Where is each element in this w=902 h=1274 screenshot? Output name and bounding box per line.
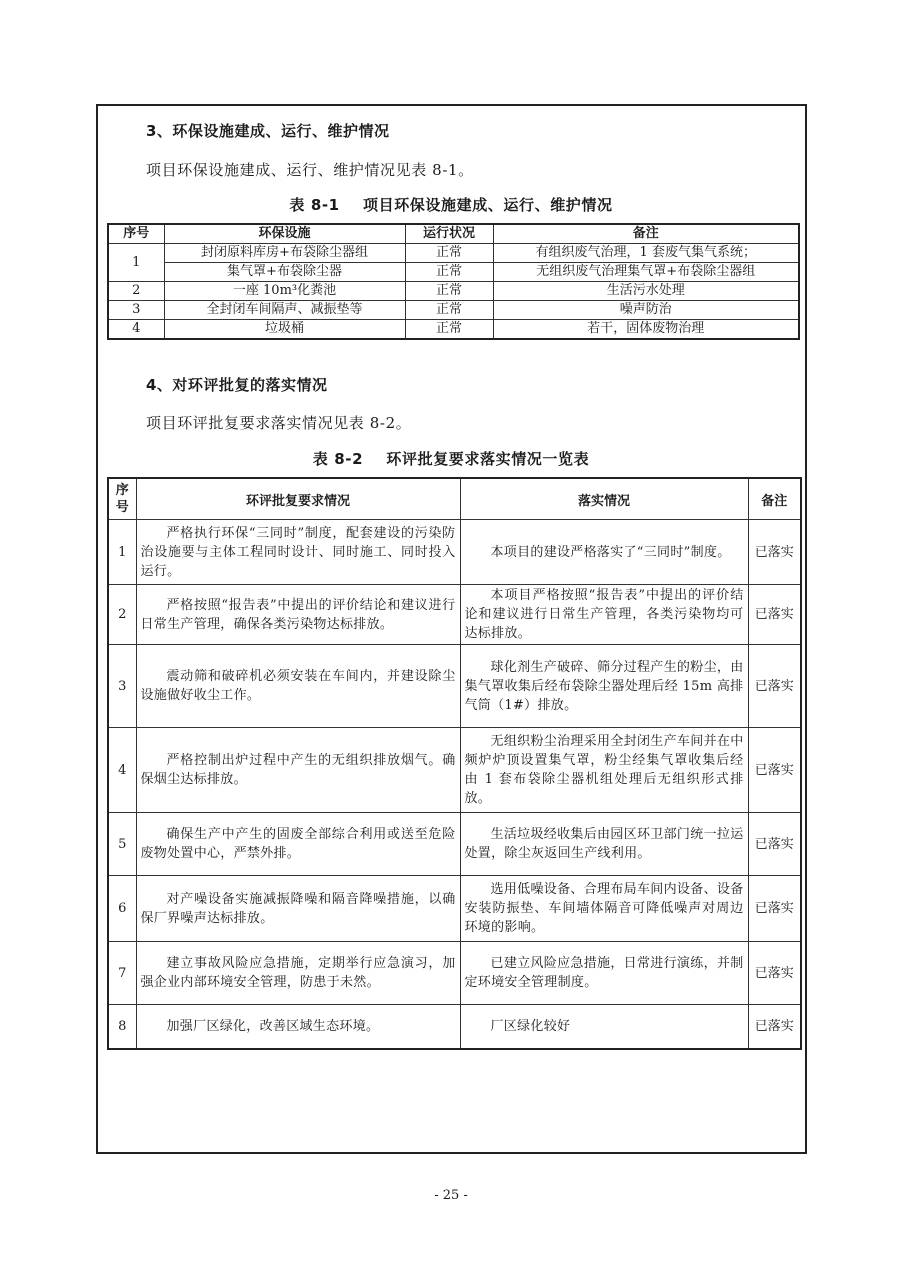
note-cell: 已落实 xyxy=(748,1005,801,1049)
implementation-cell: 选用低噪设备、合理布局车间内设备、设备安装防振垫、车间墙体隔音可降低噪声对周边环境的影响。 xyxy=(460,876,748,942)
note-cell: 已落实 xyxy=(748,876,801,942)
table-header-row xyxy=(108,224,799,244)
table-row xyxy=(108,585,801,645)
row-number: 6 xyxy=(108,876,136,942)
row-number: 4 xyxy=(108,728,136,813)
facility-cell: 一座 10m³化粪池 xyxy=(164,282,405,301)
requirement-cell: 加强厂区绿化，改善区域生态环境。 xyxy=(136,1005,460,1049)
row-number: 1 xyxy=(108,244,164,282)
table-row xyxy=(108,282,799,301)
implementation-cell: 本项目严格按照“报告表”中提出的评价结论和建议进行日常生产管理，各类污染物均可达标排放。 xyxy=(460,585,748,645)
table-8-1 xyxy=(107,223,800,340)
header-cell: 备注 xyxy=(493,224,799,244)
note-cell: 已落实 xyxy=(748,585,801,645)
facility-cell: 集气罩+布袋除尘器 xyxy=(164,263,405,282)
status-cell: 正常 xyxy=(405,282,493,301)
facility-cell: 垃圾桶 xyxy=(164,320,405,340)
facility-cell: 全封闭车间隔声、减振垫等 xyxy=(164,301,405,320)
status-cell: 正常 xyxy=(405,263,493,282)
note-cell: 有组织废气治理，1 套废气集气系统； xyxy=(493,244,799,263)
requirement-cell: 震动筛和破碎机必须安装在车间内，并建设除尘设施做好收尘工作。 xyxy=(136,645,460,728)
requirement-cell: 严格按照“报告表”中提出的评价结论和建议进行日常生产管理，确保各类污染物达标排放。 xyxy=(136,585,460,645)
row-number: 3 xyxy=(108,301,164,320)
table-row xyxy=(108,728,801,813)
row-number: 7 xyxy=(108,942,136,1005)
header-cell: 运行状况 xyxy=(405,224,493,244)
note-cell: 噪声防治 xyxy=(493,301,799,320)
table-row xyxy=(108,645,801,728)
table-row xyxy=(108,813,801,876)
row-number: 8 xyxy=(108,1005,136,1049)
row-number: 2 xyxy=(108,585,136,645)
implementation-cell: 球化剂生产破碎、筛分过程产生的粉尘，由集气罩收集后经布袋除尘器处理后经 15m 高排气筒（1#）排放。 xyxy=(460,645,748,728)
header-cell: 落实情况 xyxy=(460,478,748,520)
section-4-heading: 4、对环评批复的落实情况 xyxy=(146,376,328,394)
table-row xyxy=(108,244,799,263)
header-cell: 备注 xyxy=(748,478,801,520)
table-8-1-caption: 表 8-1 项目环保设施建成、运行、维护情况 xyxy=(289,196,613,214)
table-row xyxy=(108,301,799,320)
note-cell: 已落实 xyxy=(748,813,801,876)
section-3-intro: 项目环保设施建成、运行、维护情况见表 8-1。 xyxy=(146,161,474,179)
page-number: - 25 - xyxy=(434,1188,468,1203)
note-cell: 已落实 xyxy=(748,645,801,728)
row-number: 2 xyxy=(108,282,164,301)
requirement-cell: 严格控制出炉过程中产生的无组织排放烟气。确保烟尘达标排放。 xyxy=(136,728,460,813)
requirement-cell: 确保生产中产生的固废全部综合利用或送至危险废物处置中心，严禁外排。 xyxy=(136,813,460,876)
header-cell: 序号 xyxy=(108,478,136,520)
table-row xyxy=(108,942,801,1005)
note-cell: 已落实 xyxy=(748,728,801,813)
table-row xyxy=(108,1005,801,1049)
table-8-2-caption: 表 8-2 环评批复要求落实情况一览表 xyxy=(312,450,590,468)
implementation-cell: 厂区绿化较好 xyxy=(460,1005,748,1049)
implementation-cell: 无组织粉尘治理采用全封闭生产车间并在中频炉炉顶设置集气罩，粉尘经集气罩收集后经由 1 套布袋除尘器机组处理后无组织形式排放。 xyxy=(460,728,748,813)
table-row xyxy=(108,263,799,282)
table-header-row xyxy=(108,478,801,520)
status-cell: 正常 xyxy=(405,244,493,263)
facility-cell: 封闭原料库房+布袋除尘器组 xyxy=(164,244,405,263)
requirement-cell: 对产噪设备实施减振降噪和隔音降噪措施，以确保厂界噪声达标排放。 xyxy=(136,876,460,942)
requirement-cell: 严格执行环保“三同时”制度，配套建设的污染防治设施要与主体工程同时设计、同时施工、同时投入运行。 xyxy=(136,520,460,585)
implementation-cell: 本项目的建设严格落实了“三同时”制度。 xyxy=(460,520,748,585)
table-8-2 xyxy=(107,477,802,1050)
table-row xyxy=(108,520,801,585)
row-number: 4 xyxy=(108,320,164,340)
status-cell: 正常 xyxy=(405,320,493,340)
note-cell: 已落实 xyxy=(748,520,801,585)
implementation-cell: 已建立风险应急措施，日常进行演练，并制定环境安全管理制度。 xyxy=(460,942,748,1005)
header-cell: 环评批复要求情况 xyxy=(136,478,460,520)
row-number: 3 xyxy=(108,645,136,728)
table-row xyxy=(108,876,801,942)
note-cell: 已落实 xyxy=(748,942,801,1005)
note-cell: 无组织废气治理集气罩+布袋除尘器组 xyxy=(493,263,799,282)
section-3-heading: 3、环保设施建成、运行、维护情况 xyxy=(146,122,390,140)
note-cell: 生活污水处理 xyxy=(493,282,799,301)
implementation-cell: 生活垃圾经收集后由园区环卫部门统一拉运处置，除尘灰返回生产线利用。 xyxy=(460,813,748,876)
header-cell: 环保设施 xyxy=(164,224,405,244)
status-cell: 正常 xyxy=(405,301,493,320)
table-row xyxy=(108,320,799,340)
header-cell: 序号 xyxy=(108,224,164,244)
row-number: 5 xyxy=(108,813,136,876)
requirement-cell: 建立事故风险应急措施，定期举行应急演习，加强企业内部环境安全管理，防患于未然。 xyxy=(136,942,460,1005)
row-number: 1 xyxy=(108,520,136,585)
section-4-intro: 项目环评批复要求落实情况见表 8-2。 xyxy=(146,414,412,432)
note-cell: 若干，固体废物治理 xyxy=(493,320,799,340)
